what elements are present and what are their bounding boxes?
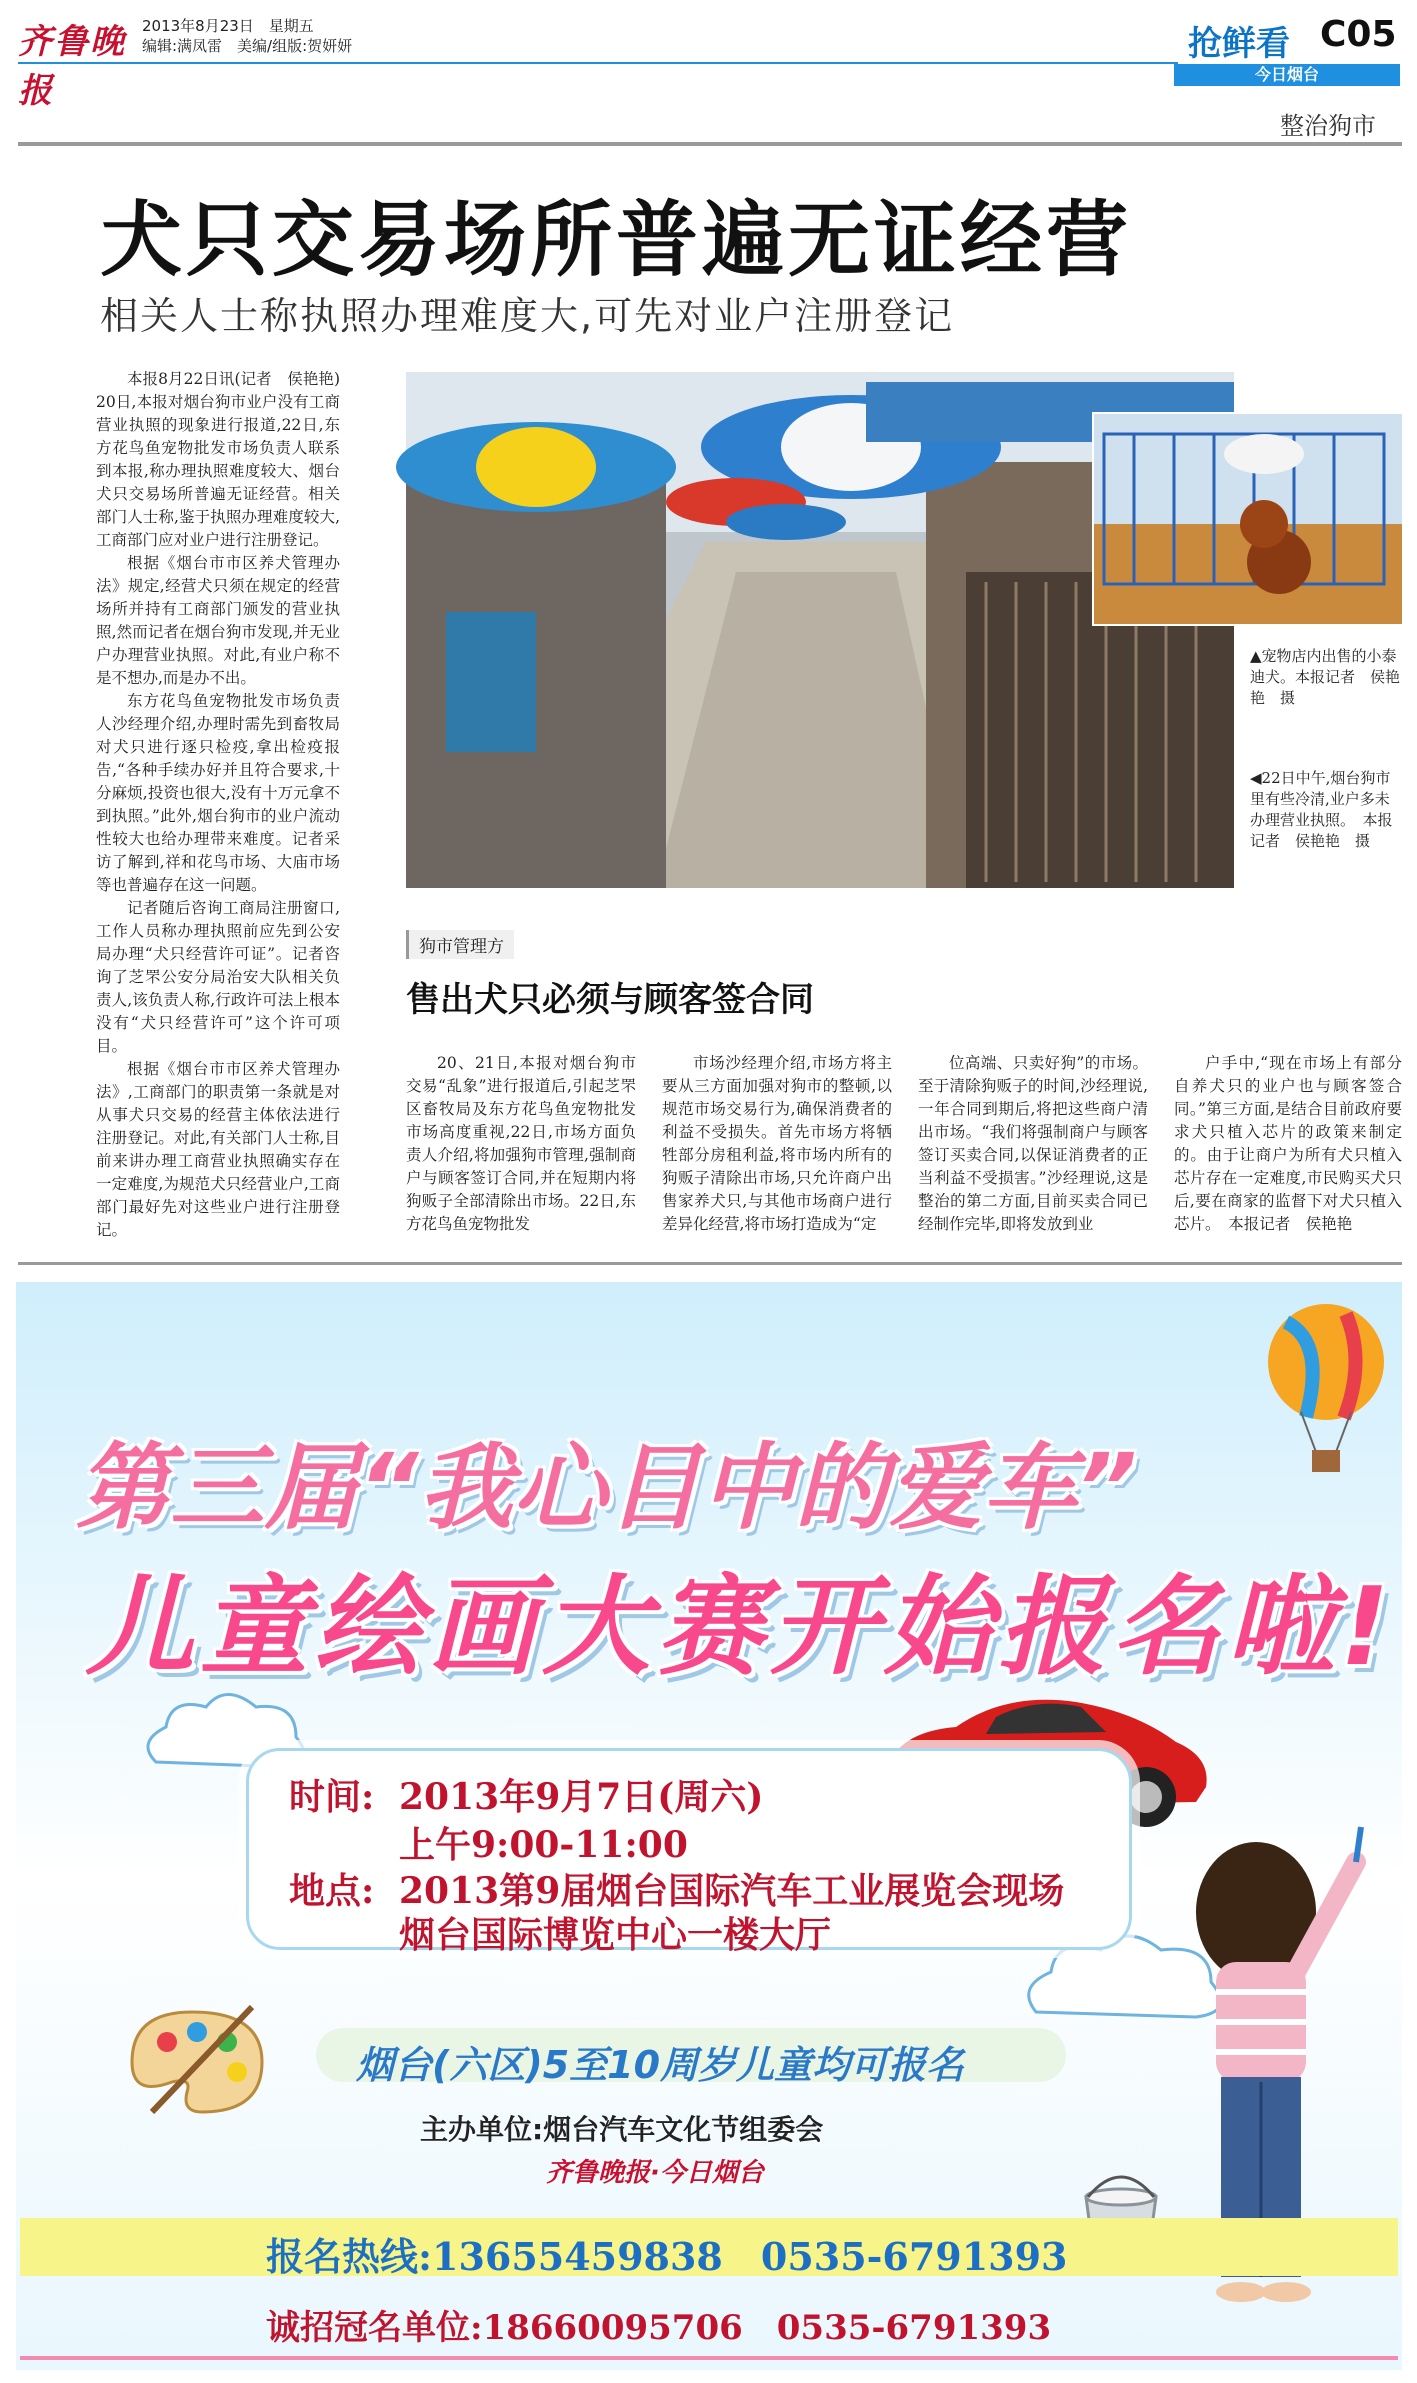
top-divider — [18, 142, 1402, 146]
place-value: 2013第9届烟台国际汽车工业展览会现场 — [399, 1870, 1065, 1912]
place-label: 地点: — [289, 1870, 375, 1912]
sidebar-headline: 售出犬只必须与顾客签合同 — [406, 980, 814, 1020]
paragraph: 本报8月22日讯(记者 侯艳艳) 20日,本报对烟台狗市业户没有工商营业执照的现象进行报道,22日,东方花鸟鱼宠物批发市场负责人联系到本报,称办理执照难度较大、烟台犬只交易场所普遍无证经营。相关部门人士称,鉴于执照办理难度较大,工商部门应对业户进行注册登记。 — [96, 370, 356, 549]
sponsor-text: 诚招冠名单位:18660095706 0535-6791393 — [266, 2308, 1052, 2348]
header-rule — [18, 62, 1178, 64]
paragraph: 根据《烟台市市区养犬管理办法》规定,经营犬只须在规定的经营场所并持有工商部门颁发的营业执照,然而记者在烟台狗市发现,并无业户办理营业执照。对此,有业户称不是不想办,而是办不出。 — [96, 554, 340, 687]
article-subhead: 相关人士称执照办理难度大,可先对业户注册登记 — [100, 294, 955, 338]
date-line: 2013年8月23日 星期五 — [142, 17, 314, 35]
paragraph: 市场沙经理介绍,市场方将主要从三方面加强对狗市的整顿,以规范市场交易行为,确保消费者的利益不受损失。首先市场方将牺牲部分房租利益,将市场内所有的狗贩子清除出市场,只允许商户出售家养犬只,与其他市场商户进行差异化经营,将市场打造成为“定 — [662, 1054, 892, 1233]
ad-bottom-rule — [20, 2356, 1398, 2360]
paragraph: 记者随后咨询工商局注册窗口,工作人员称办理执照前应先到公安局办理“犬只经营许可证”。记者咨询了芝罘公安分局治安大队相关负责人,该负责人称,行政许可法上根本没有“犬只经营许可”这个许可项目。 — [96, 899, 340, 1055]
time-label: 时间: — [289, 1776, 375, 1818]
story-kicker: 狗市管理方 — [406, 930, 514, 959]
inset-photo-caption: ▲宠物店内出售的小泰迪犬。本报记者 侯艳艳 摄 — [1250, 647, 1401, 707]
editor-line: 编辑:满凤雷 美编/组版:贺妍妍 — [142, 37, 353, 55]
paragraph: 户手中,“现在市场上有部分自养犬只的业户也与顾客签合同。”第三方面,是结合目前政府要求犬只植入芯片的政策来制定的。由于让商户为所有犬只植入芯片存在一定难度,市民购买犬只后,要在商家的监督下对犬只植入芯片。 本报记者 侯艳艳 — [1174, 1054, 1402, 1233]
column-tag: 整治狗市 — [1280, 112, 1376, 140]
time-value: 2013年9月7日(周六) — [399, 1776, 764, 1818]
eligibility-text: 烟台(六区)5至10周岁儿童均可报名 — [356, 2043, 965, 2087]
sidebar-column — [662, 1052, 892, 1242]
main-photo-caption: ◀22日中午,烟台狗市里有些冷清,业户多未办理营业执照。 本报记者 侯艳艳 摄 — [1250, 769, 1393, 850]
balloon-icon — [1256, 1302, 1396, 1482]
paragraph: 位高端、只卖好狗”的市场。至于清除狗贩子的时间,沙经理说,一年合同到期后,将把这些商户清出市场。“我们将强制商户与顾客签订买卖合同,以保证消费者的正当利益不受损害。”沙经理说,这是整治的第二方面,目前买卖合同已经制作完毕,即将发放到业 — [918, 1054, 1148, 1233]
organizer-text: 主办单位:烟台汽车文化节组委会 — [420, 2113, 824, 2146]
time-range: 上午9:00-11:00 — [399, 1824, 688, 1866]
drawing-contest-ad — [16, 1282, 1402, 2370]
paint-palette-icon — [112, 2002, 272, 2122]
event-info-box — [246, 1748, 1132, 1956]
sidebar-column — [1174, 1052, 1402, 1242]
article-body — [96, 368, 356, 1243]
subsection-badge: 今日烟台 — [1174, 64, 1400, 86]
ad-title-line2: 儿童绘画大赛开始报名啦! — [86, 1565, 1396, 1690]
paragraph: 20、21日,本报对烟台狗市交易“乱象”进行报道后,引起芝罘区畜牧局及东方花鸟鱼宠物批发市场高度重视,22日,市场方面负责人介绍,将加强狗市管理,强制商户与顾客签订合同,并在短期内将狗贩子全部清除出市场。22日,东方花鸟鱼宠物批发 — [406, 1054, 636, 1233]
ad-title-line1: 第三届“我心目中的爱车” — [76, 1434, 1138, 1543]
sidebar-column — [918, 1052, 1148, 1242]
paragraph: 东方花鸟鱼宠物批发市场负责人沙经理介绍,办理时需先到畜牧局对犬只进行逐只检疫,拿出检疫报告,“各种手续办好并且符合要求,十分麻烦,投资也很大,没有十万元拿不到执照。”此外,烟台狗市的业户流动性较大也给办理带来难度。记者采访了解到,祥和花鸟市场、大庙市场等也普遍存在这一问题。 — [96, 692, 340, 894]
bottom-divider — [18, 1262, 1402, 1265]
masthead-meta — [142, 16, 352, 56]
ad-newspaper-logo: 齐鲁晚报·今日烟台 — [546, 2158, 764, 2188]
place-venue: 烟台国际博览中心一楼大厅 — [399, 1914, 832, 1956]
newspaper-logo: 齐鲁晚报 — [18, 22, 126, 111]
sidebar-column — [406, 1052, 636, 1242]
section-name: 抢鲜看 — [1188, 24, 1290, 64]
paragraph: 根据《烟台市市区养犬管理办法》,工商部门的职责第一条就是对从事犬只交易的经营主体依法进行注册登记。对此,有关部门人士称,目前来讲办理工商营业执照确实存在一定难度,为规范犬只经营业户,工商部门最好先对这些业户进行注册登记。 — [96, 1060, 340, 1239]
page-number: C05 — [1320, 14, 1397, 55]
article-headline: 犬只交易场所普遍无证经营 — [100, 193, 1133, 288]
hotline-text: 报名热线:13655459838 0535-6791393 — [266, 2234, 1068, 2279]
poodle-photo — [1092, 412, 1404, 626]
